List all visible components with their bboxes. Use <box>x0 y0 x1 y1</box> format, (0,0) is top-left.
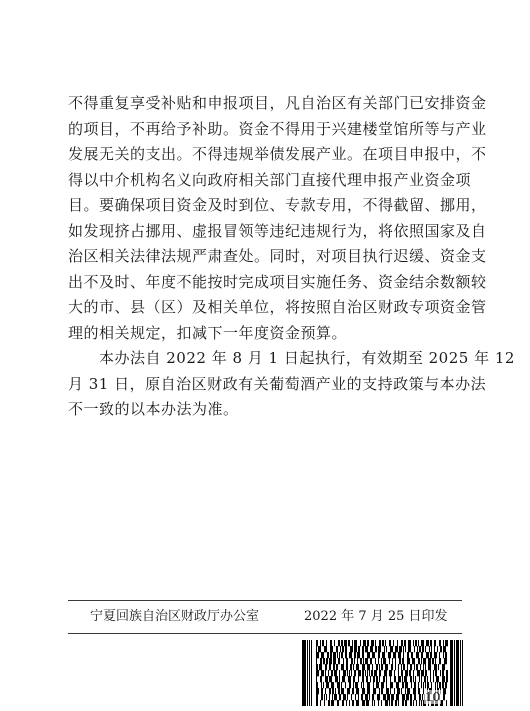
document-body <box>68 91 515 423</box>
text-line: 大的市、县（区）及相关单位，将按照自治区财政专项资金管 <box>68 298 487 316</box>
text-line: 如发现挤占挪用、虚报冒领等违纪违规行为，将依照国家及自 <box>68 221 487 240</box>
text-line: 月 31 日，原自治区财政有关葡萄酒产业的支持政策与本办法 <box>68 374 487 393</box>
issue-date: 2022 年 7 月 25 日印发 <box>304 609 448 624</box>
text-line: 发展无关的支出。不得违规举债发展产业。在项目申报中，不 <box>68 145 487 163</box>
footer-top-rule <box>68 600 462 601</box>
paragraph-1 <box>68 91 487 346</box>
text-line: 得以中介机构名义向政府相关部门直接代理申报产业资金项 <box>68 170 472 189</box>
text-line: 理的相关规定，扣减下一年度资金预算。 <box>68 323 348 342</box>
footer-bottom-rule <box>68 633 462 634</box>
page-number: 10 <box>425 690 441 704</box>
text-line: 目。要确保项目资金及时到位、专款专用，不得截留、挪用， <box>68 196 487 214</box>
issuer-name: 宁夏回族自治区财政厅办公室 <box>90 609 260 624</box>
text-line: 出不及时、年度不能按时完成项目实施任务、资金结余数额较 <box>68 272 487 291</box>
text-line: 的项目，不再给予补助。资金不得用于兴建楼堂馆所等与产业 <box>68 119 487 138</box>
text-line: 不得重复享受补贴和申报项目，凡自治区有关部门已安排资金 <box>68 94 487 112</box>
text-line: 本办法自 2022 年 8 月 1 日起执行，有效期至 2025 年 12 <box>68 349 515 367</box>
text-line: 治区相关法律法规严肃查处。同时，对项目执行迟缓、资金支 <box>68 247 487 265</box>
paragraph-2 <box>68 346 515 423</box>
text-line: 不一致的以本办法为准。 <box>68 400 239 418</box>
